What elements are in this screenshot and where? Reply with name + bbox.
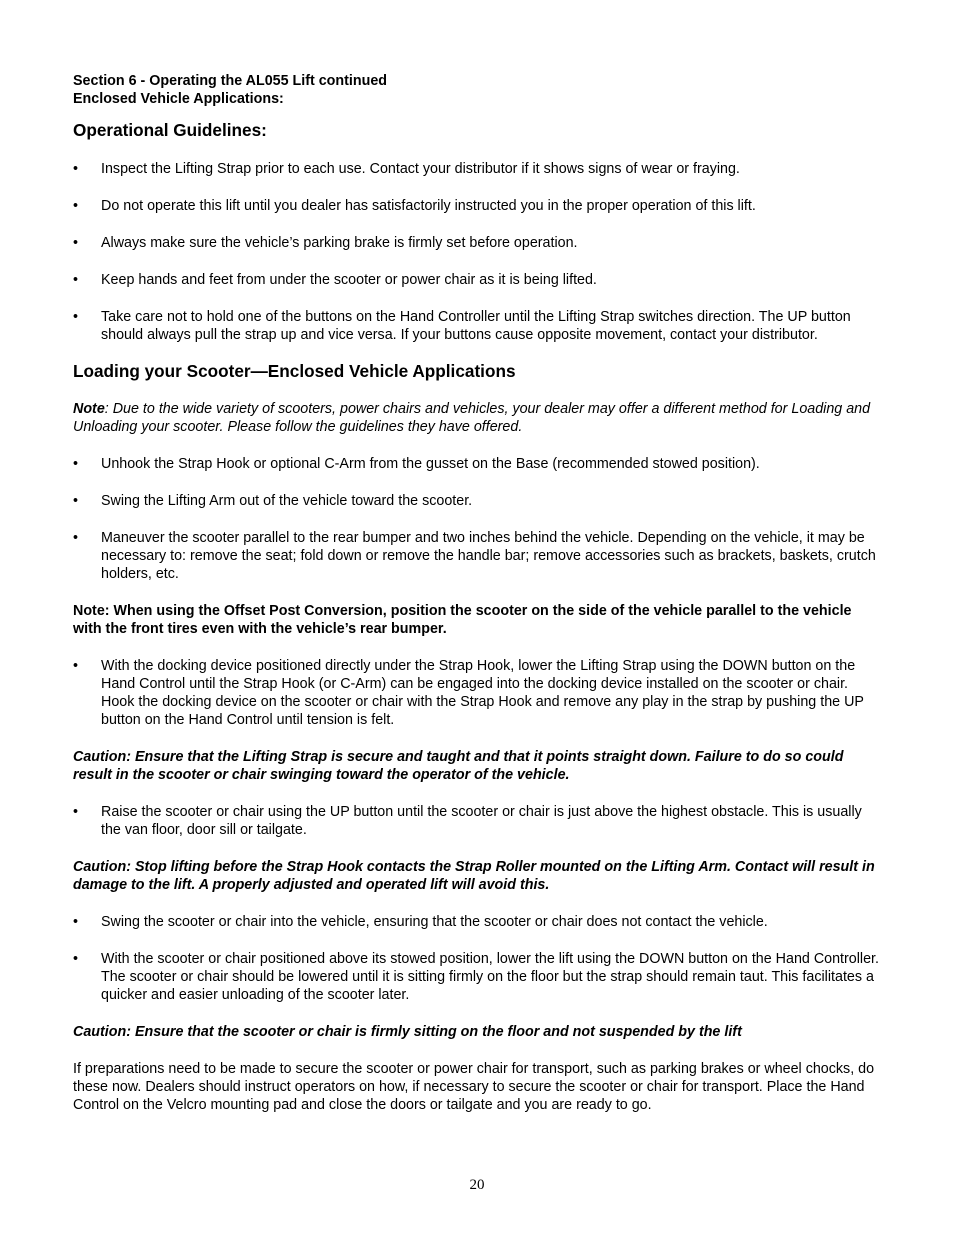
loading-steps-list-c (73, 803, 881, 839)
list-item (73, 950, 881, 1004)
list-item (73, 160, 881, 178)
note-label: Note (73, 401, 105, 417)
list-item (73, 197, 881, 215)
loading-steps-list-a (73, 455, 881, 583)
list-item-text: Inspect the Lifting Strap prior to each use. Contact your distributor if it shows signs of wear or fraying. (101, 161, 740, 177)
list-item (73, 913, 881, 931)
list-item (73, 234, 881, 252)
document-page (73, 72, 881, 1114)
operational-guidelines-heading: Operational Guidelines: (73, 120, 267, 140)
section-title: Section 6 - Operating the AL055 Lift continued (73, 73, 388, 89)
list-item-text: Swing the Lifting Arm out of the vehicle toward the scooter. (101, 493, 473, 509)
loading-heading: Loading your Scooter—Enclosed Vehicle Applications (73, 361, 516, 381)
list-item (73, 657, 881, 729)
loading-steps-list-d (73, 913, 881, 1004)
list-item-text: Raise the scooter or chair using the UP button until the scooter or chair is just above the highest obstacle. This is usually the van floor, door sill or tailgate. (101, 804, 862, 838)
operational-guidelines-list (73, 160, 881, 344)
closing-paragraph: If preparations need to be made to secure the scooter or power chair for transport, such as parking brakes or wheel chocks, do these now. Dealers should instruct operators on how, if necessary to secure the scooter or chair for transport. Place the Hand Control on the Velcro mounting pad and close the doors or tailgate and you are ready to go. (73, 1061, 875, 1113)
note-text: : Due to the wide variety of scooters, power chairs and vehicles, your dealer may offer a different method for Loading and Unloading your scooter. Please follow the guidelines they have offered. (73, 401, 871, 435)
list-item-text: With the scooter or chair positioned above its stowed position, lower the lift using the DOWN button on the Hand Controller. The scooter or chair should be lowered until it is sitting firmly on the floor but the strap should remain taut. This facilitates a quicker and easier unloading of the scooter later. (101, 951, 879, 1003)
list-item-text: Always make sure the vehicle’s parking brake is firmly set before operation. (101, 235, 578, 251)
bullet-glyph: • (73, 530, 79, 546)
bullet-glyph: • (73, 235, 79, 251)
caution-firmly-sitting: Caution: Ensure that the scooter or chair is firmly sitting on the floor and not suspended by the lift (73, 1024, 742, 1040)
list-item-text: Maneuver the scooter parallel to the rear bumper and two inches behind the vehicle. Depending on the vehicle, it may be necessary to: remove the seat; fold down or remove the handle bar; remove accessories such as brackets, baskets, crutch holders, etc. (101, 530, 876, 582)
list-item (73, 271, 881, 289)
list-item-text: Unhook the Strap Hook or optional C-Arm from the gusset on the Base (recommended stowed position). (101, 456, 760, 472)
bullet-glyph: • (73, 309, 79, 325)
bullet-glyph: • (73, 493, 79, 509)
caution-strap-secure: Caution: Ensure that the Lifting Strap is secure and taught and that it points straight down. Failure to do so could result in the scooter or chair swinging toward the operator of the vehicle. (73, 749, 844, 783)
bullet-glyph: • (73, 951, 79, 967)
dealer-note (73, 400, 881, 436)
list-item-text: Keep hands and feet from under the scooter or power chair as it is being lifted. (101, 272, 597, 288)
list-item (73, 492, 881, 510)
list-item-text: Take care not to hold one of the buttons on the Hand Controller until the Lifting Strap switches direction. The UP button should always pull the strap up and vice versa. If your buttons cause opposite movement, contact your distributor. (101, 309, 851, 343)
bullet-glyph: • (73, 272, 79, 288)
bullet-glyph: • (73, 456, 79, 472)
list-item-text: With the docking device positioned directly under the Strap Hook, lower the Lifting Strap using the DOWN button on the Hand Control until the Strap Hook (or C-Arm) can be engaged into the docking device installed on the scooter or chair. Hook the docking device on the scooter or chair with the Strap Hook and remove any play in the strap by pushing the UP button on the Hand Control until tension is felt. (101, 658, 864, 728)
list-item (73, 308, 881, 344)
list-item (73, 455, 881, 473)
bullet-glyph: • (73, 198, 79, 214)
bullet-glyph: • (73, 658, 79, 674)
loading-steps-list-b (73, 657, 881, 729)
list-item-text: Swing the scooter or chair into the vehicle, ensuring that the scooter or chair does not contact the vehicle. (101, 914, 768, 930)
offset-post-note: Note: When using the Offset Post Conversion, position the scooter on the side of the vehicle parallel to the vehicle with the front tires even with the vehicle’s rear bumper. (73, 603, 852, 637)
list-item (73, 803, 881, 839)
bullet-glyph: • (73, 161, 79, 177)
bullet-glyph: • (73, 804, 79, 820)
caution-stop-lifting: Caution: Stop lifting before the Strap Hook contacts the Strap Roller mounted on the Lifting Arm. Contact will result in damage to the lift. A properly adjusted and operated lift will avoid this. (73, 859, 875, 893)
list-item-text: Do not operate this lift until you dealer has satisfactorily instructed you in the proper operation of this lift. (101, 198, 756, 214)
subsection-title: Enclosed Vehicle Applications: (73, 91, 284, 107)
page-number: 20 (469, 1177, 485, 1193)
list-item (73, 529, 881, 583)
bullet-glyph: • (73, 914, 79, 930)
